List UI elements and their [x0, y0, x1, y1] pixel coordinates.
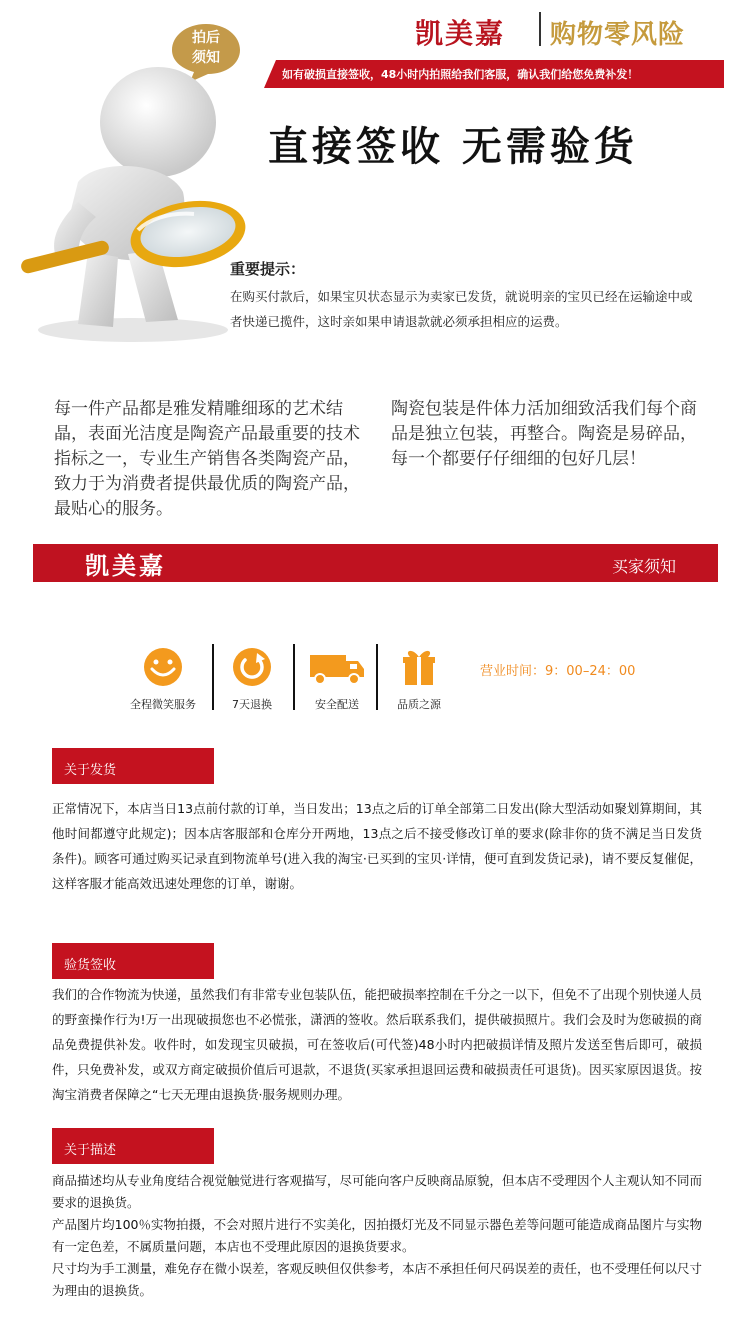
section-body-inspection — [52, 982, 702, 1107]
section-paragraph: 尺寸均为手工测量，难免存在微小误差，客观反映但仅供参考，本店不承担任何尺码误差的责任，也不受理任何以尺寸为理由的退换货。 — [52, 1261, 703, 1298]
bubble-line-2: 须知 — [192, 50, 220, 66]
service-label-return: 7天退换 — [232, 698, 272, 711]
brand-slogan: 购物零风险 — [550, 20, 686, 50]
essay-right: 陶瓷包装是件体力活加细致活我们每个商品是独立包装，再整合。陶瓷是易碎品，每一个都要仔仔细细的包好几层！ — [391, 399, 697, 469]
section-body-shipping — [52, 796, 702, 896]
divider — [293, 644, 295, 710]
section-paragraph: 正常情况下，本店当日13点前付款的订单，当日发出；13点之后的订单全部第二日发出(除大型活动如聚划算期间，其他时间都遵守此规定)；因本店客服部和仓库分开两地，13点之后不接受修改订单的要求(除非你的货不满足当日发货条件)。顾客可通过购买记录直到物流单号(进入我的淘宝·已买到的宝贝·详情，便可直到发货记录)，请不要反复催促，这样客服才能高效迅速处理您的订单，谢谢。 — [52, 801, 702, 891]
section-bar-brand: 凯美嘉 — [85, 551, 166, 580]
section-title-description: 关于描述 — [64, 1143, 117, 1158]
essay-left: 每一件产品都是雅发精雕细琢的艺术结晶，表面光洁度是陶瓷产品最重要的技术指标之一，专业生产销售各类陶瓷产品，致力于为消费者提供最优质的陶瓷产品，最贴心的服务。 — [54, 399, 360, 519]
page-headline: 直接签收 无需验货 — [268, 124, 638, 170]
divider — [212, 644, 214, 710]
section-paragraph: 我们的合作物流为快递，虽然我们有非常专业包装队伍，能把破损率控制在千分之一以下，但免不了出现个别快递人员的野蛮操作行为!万一出现破损您也不必慌张，潇洒的签收。然后联系我们，提供破损照片。我们会及时为您破损的商品免费提供补发。收件时，如发现宝贝破损，可在签收后(可代签)48小时内把破损详情及照片发送至售后即可，破损件，只免费补发，或双方商定破损价值后可退款，不退货(买家承担退回运费和破损责任可退货)。因买家原因退货。按淘宝消费者保障之“七天无理由退换货·服务规则办理。 — [52, 987, 703, 1102]
service-label-delivery: 安全配送 — [315, 698, 359, 711]
gift-icon — [388, 647, 450, 687]
section-paragraph: 商品描述均从专业角度结合视觉触觉进行客观描写，尽可能向客户反映商品原貌，但本店不受理因个人主观认知不同而要求的退换货。 — [52, 1173, 703, 1210]
smile-icon — [132, 647, 194, 687]
section-body-description — [52, 1170, 702, 1302]
tip-title: 重要提示： — [230, 260, 306, 278]
inspector-figure-icon — [18, 62, 248, 347]
service-label-smile: 全程微笑服务 — [130, 698, 196, 711]
section-title-shipping: 关于发货 — [64, 763, 117, 778]
brand-divider — [539, 12, 541, 46]
section-bar-title: 买家须知 — [612, 557, 677, 576]
service-label-quality: 品质之源 — [397, 698, 441, 711]
refresh-icon — [221, 647, 283, 687]
brand-logo-text: 凯美嘉 — [415, 17, 506, 50]
business-hours: 营业时间：9：00–24：00 — [480, 664, 636, 679]
truck-icon — [306, 647, 368, 687]
section-title-inspection: 验货签收 — [64, 958, 117, 973]
bubble-line-1: 拍后 — [192, 30, 220, 46]
tip-body: 在购买付款后，如果宝贝状态显示为卖家已发货，就说明亲的宝贝已经在运输途中或者快递已揽件，这时亲如果申请退款就必须承担相应的运费。 — [230, 289, 693, 329]
section-paragraph: 产品图片均100％实物拍摄，不会对照片进行不实美化，因拍摄灯光及不同显示器色差等问题可能造成商品图片与实物有一定色差，不属质量问题，本店也不受理此原因的退换货要求。 — [52, 1217, 702, 1254]
divider — [376, 644, 378, 710]
notice-text: 如有破损直接签收，48小时内拍照给我们客服，确认我们给您免费补发！ — [282, 68, 639, 81]
